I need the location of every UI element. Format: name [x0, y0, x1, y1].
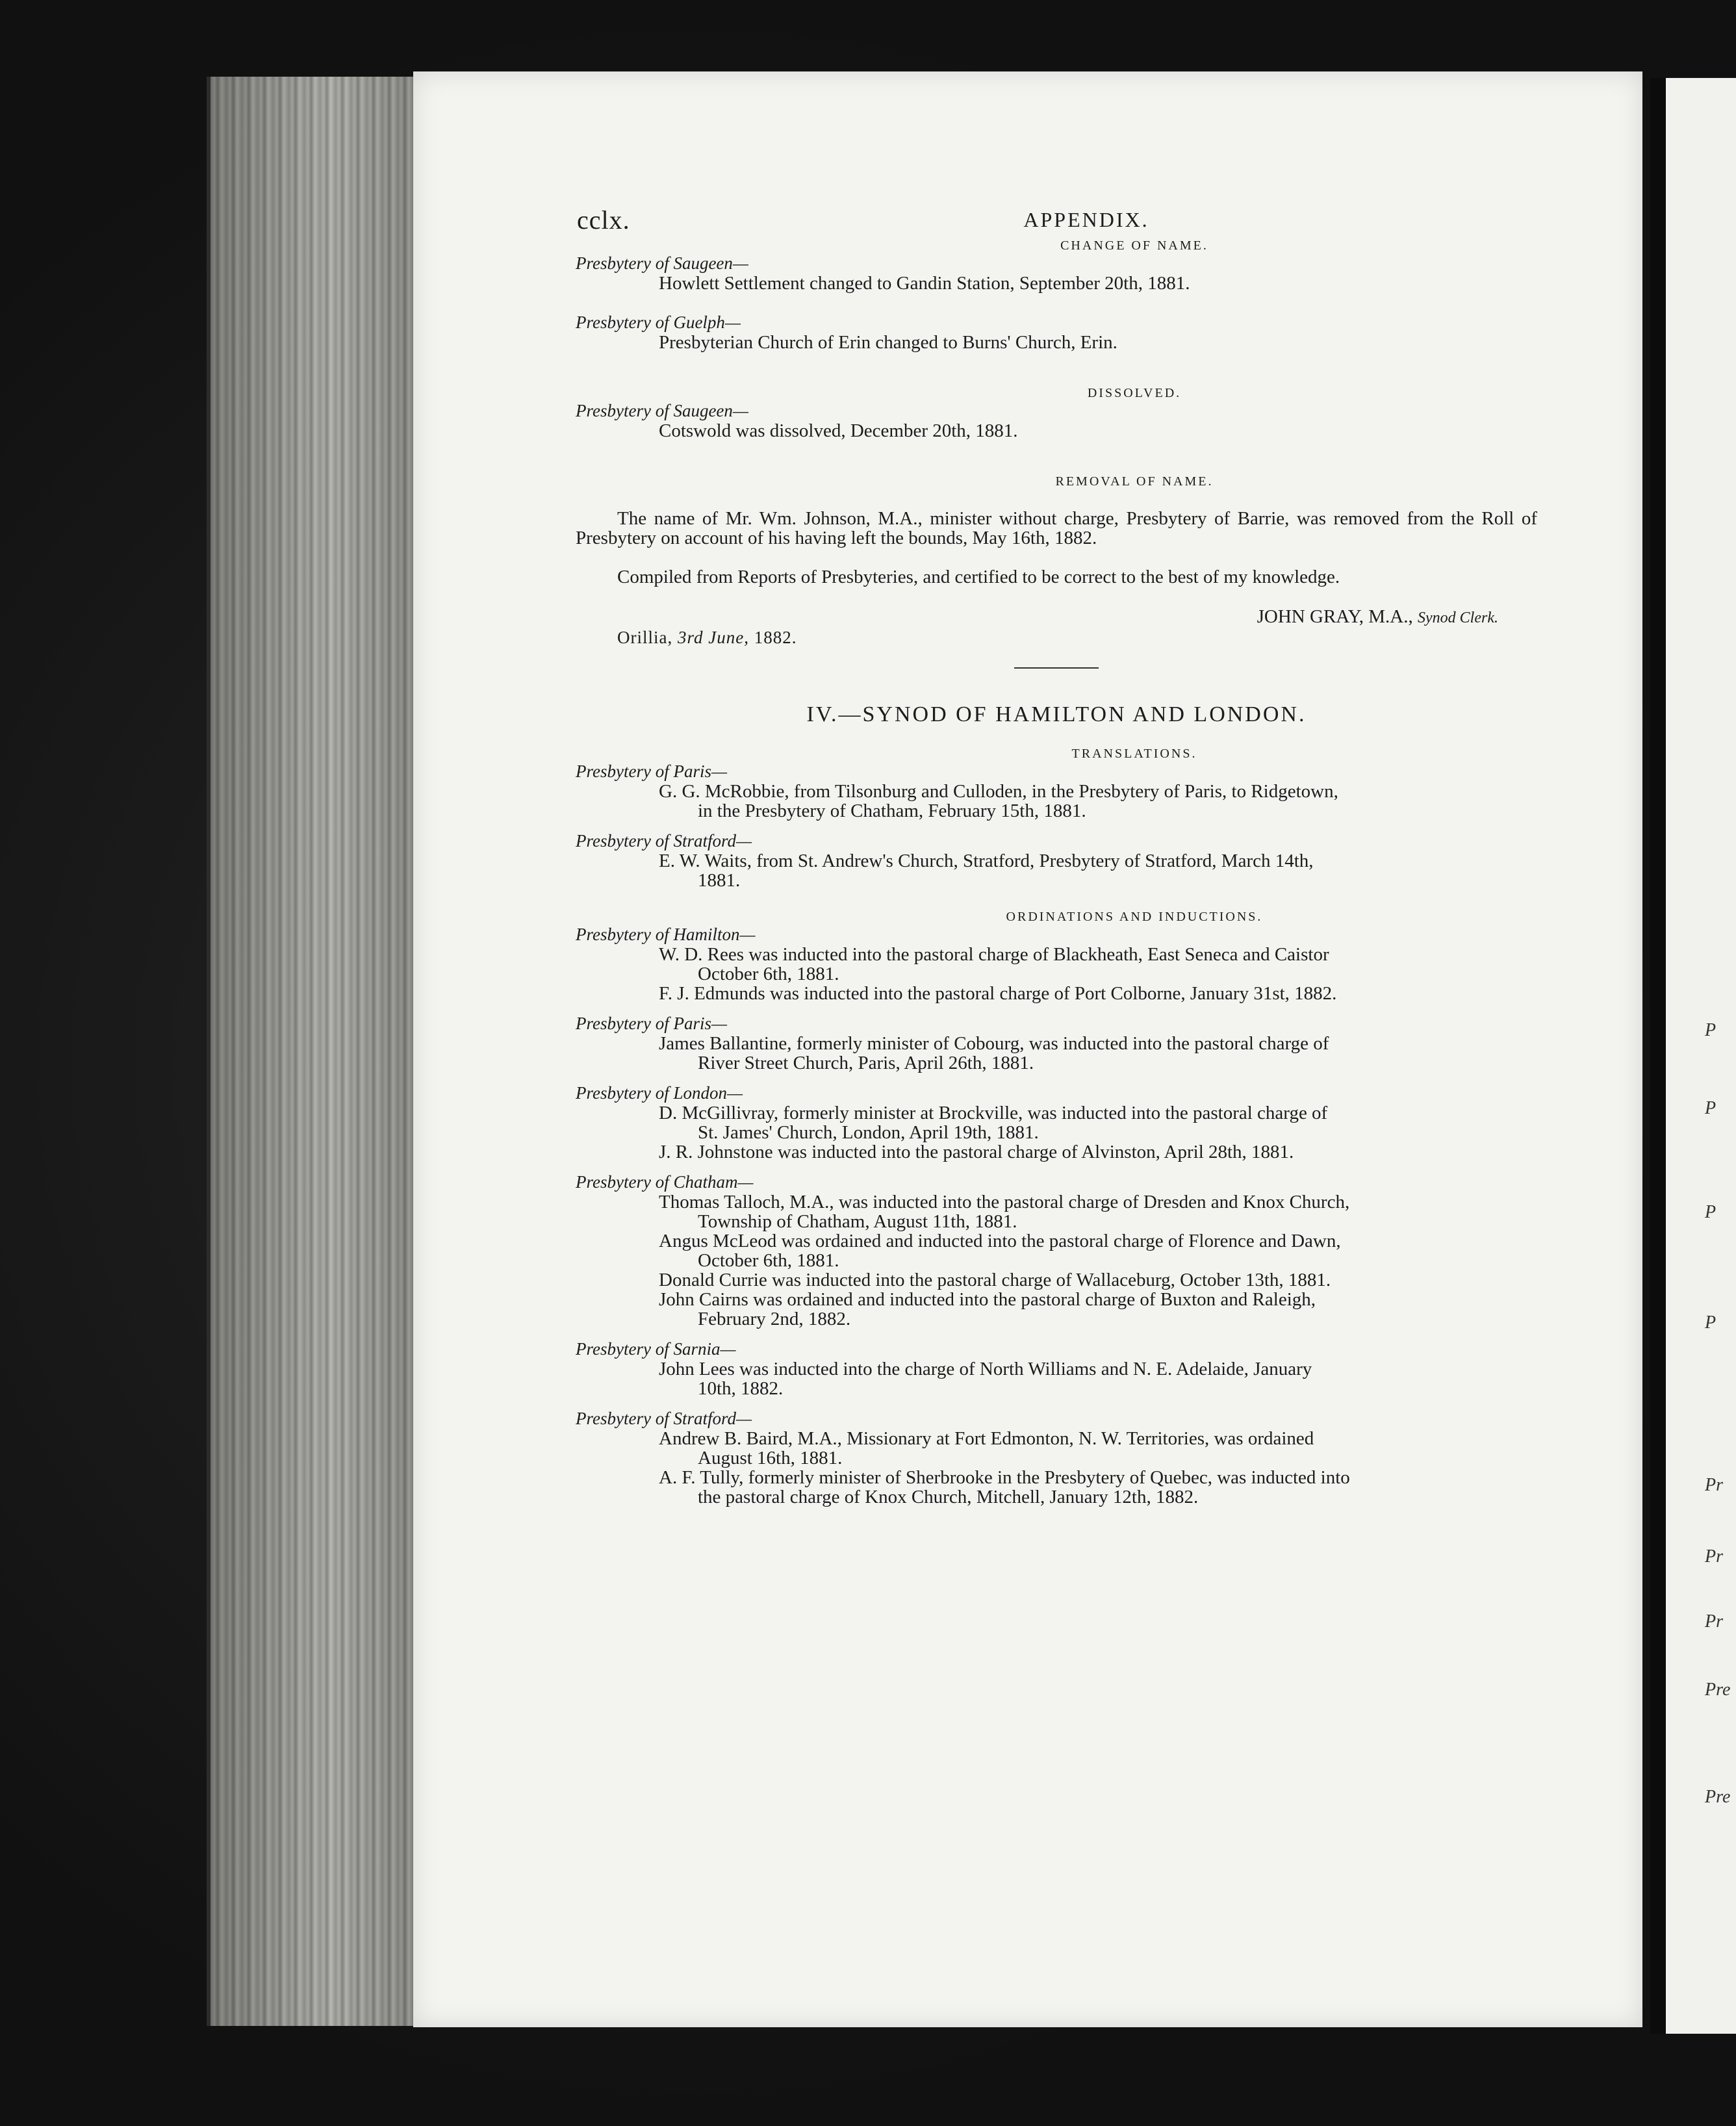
entry-continuation: 1881.: [698, 870, 741, 891]
presbytery-label: Presbytery of Hamilton—: [576, 925, 756, 944]
record-entry: [659, 1359, 1537, 1398]
record-entry: [659, 1103, 1537, 1142]
entry-line: John Cairns was ordained and inducted into the pastoral charge of Buxton and Raleigh,: [659, 1289, 1316, 1310]
entry-continuation: River Street Church, Paris, April 26th, 1881.: [698, 1053, 1034, 1073]
signature-name: JOHN GRAY, M.A.,: [1257, 606, 1413, 627]
entry-line: John Lees was inducted into the charge of North Williams and N. E. Adelaide, January: [659, 1359, 1312, 1379]
section-heading-dissolved: DISSOLVED.: [1087, 386, 1182, 400]
entry-line: G. G. McRobbie, from Tilsonburg and Culloden, in the Presbytery of Paris, to Ridgetown,: [659, 781, 1338, 802]
record-entry: [659, 1142, 1537, 1162]
section-heading-removal: REMOVAL OF NAME.: [1055, 474, 1214, 489]
entry-line: F. J. Edmunds was inducted into the pastoral charge of Port Colborne, January 31st, 1882.: [659, 983, 1337, 1004]
date-line: [617, 628, 1537, 648]
synod-heading: IV.—SYNOD OF HAMILTON AND LONDON.: [806, 702, 1307, 726]
signature-title: Synod Clerk.: [1418, 609, 1498, 626]
record-entry: [659, 1270, 1537, 1290]
record-entry: [659, 1231, 1537, 1270]
facing-mark: P: [1705, 1098, 1717, 1118]
entry-line: Andrew B. Baird, M.A., Missionary at Fort Edmonton, N. W. Territories, was ordained: [659, 1428, 1314, 1449]
presbytery-label: Presbytery of London—: [576, 1083, 743, 1103]
date-place: Orillia,: [617, 628, 673, 647]
presbytery-label: Presbytery of Paris—: [576, 762, 727, 781]
date-year: 1882.: [754, 628, 797, 647]
presbytery-label: Presbytery of Paris—: [576, 1014, 727, 1033]
entry-line: J. R. Johnstone was inducted into the pastoral charge of Alvinston, April 28th, 1881.: [659, 1142, 1294, 1162]
section-heading-translations: TRANSLATIONS.: [1071, 747, 1197, 761]
removal-paragraph: The name of Mr. Wm. Johnson, M.A., minister without charge, Presbytery of Barrie, was removed from the Roll of Presbytery on account of his having left the bounds, May 16th, 1882.: [576, 508, 1537, 548]
signature-line: [576, 606, 1537, 628]
facing-mark: Pr: [1705, 1611, 1723, 1632]
record-entry: Howlett Settlement changed to Gandin Station, September 20th, 1881.: [659, 273, 1190, 294]
record-entry: [659, 1034, 1537, 1073]
record-entry: [659, 1429, 1537, 1468]
record-entry: [659, 945, 1537, 984]
record-entry: Presbyterian Church of Erin changed to Burns' Church, Erin.: [659, 332, 1117, 353]
entry-line: Angus McLeod was ordained and inducted into the pastoral charge of Florence and Dawn,: [659, 1231, 1341, 1251]
facing-mark: Pre: [1705, 1680, 1731, 1700]
entry-continuation: October 6th, 1881.: [698, 964, 839, 984]
presbytery-label: Presbytery of Sarnia—: [576, 1339, 736, 1359]
entry-line: D. McGillivray, formerly minister at Brockville, was inducted into the pastoral charge of: [659, 1103, 1328, 1123]
facing-page-fragment: [1650, 78, 1736, 2034]
presbytery-label: Presbytery of Saugeen—: [576, 401, 748, 420]
record-entry: [659, 1290, 1537, 1329]
presbytery-label: Presbytery of Stratford—: [576, 1409, 752, 1428]
section-heading-ordinations: ORDINATIONS AND INDUCTIONS.: [1006, 910, 1263, 924]
presbytery-label: Presbytery of Chatham—: [576, 1172, 754, 1192]
presbytery-label: Presbytery of Guelph—: [576, 313, 741, 332]
facing-mark: Pr: [1705, 1546, 1723, 1567]
entry-continuation: St. James' Church, London, April 19th, 1881.: [698, 1122, 1039, 1143]
section-heading-change-of-name: CHANGE OF NAME.: [1060, 238, 1208, 253]
entry-line: Thomas Talloch, M.A., was inducted into the pastoral charge of Dresden and Knox Church,: [659, 1192, 1350, 1212]
record-entry: Cotswold was dissolved, December 20th, 1881.: [659, 420, 1018, 441]
facing-mark: P: [1705, 1202, 1717, 1222]
entry-line: Donald Currie was inducted into the pastoral charge of Wallaceburg, October 13th, 1881.: [659, 1270, 1331, 1290]
entry-line: W. D. Rees was inducted into the pastoral charge of Blackheath, East Seneca and Caistor: [659, 944, 1329, 965]
entry-continuation: October 6th, 1881.: [698, 1250, 839, 1271]
presbytery-label: Presbytery of Saugeen—: [576, 253, 748, 273]
entry-line: A. F. Tully, formerly minister of Sherbrooke in the Presbytery of Quebec, was inducted into: [659, 1467, 1350, 1488]
book-page: [413, 71, 1642, 2027]
facing-mark: Pr: [1705, 1475, 1723, 1495]
record-entry: [659, 851, 1537, 890]
entry-continuation: 10th, 1882.: [698, 1378, 784, 1399]
entry-continuation: the pastoral charge of Knox Church, Mitchell, January 12th, 1882.: [698, 1487, 1199, 1507]
entry-continuation: August 16th, 1881.: [698, 1448, 843, 1468]
record-entry: [659, 782, 1537, 821]
presbytery-label: Presbytery of Stratford—: [576, 831, 752, 851]
page-edges-shading: [207, 77, 415, 2026]
record-entry: [659, 1192, 1537, 1231]
entry-continuation: Township of Chatham, August 11th, 1881.: [698, 1211, 1017, 1232]
entry-line: James Ballantine, formerly minister of Cobourg, was inducted into the pastoral charge of: [659, 1033, 1329, 1054]
entry-continuation: in the Presbytery of Chatham, February 15th, 1881.: [698, 800, 1086, 821]
entry-line: E. W. Waits, from St. Andrew's Church, Stratford, Presbytery of Stratford, March 14th,: [659, 851, 1314, 871]
facing-mark: Pre: [1705, 1787, 1731, 1807]
page-body: [576, 205, 1537, 1507]
entry-continuation: February 2nd, 1882.: [698, 1309, 851, 1329]
running-head: APPENDIX.: [1023, 208, 1149, 231]
page-number: cclx.: [577, 205, 630, 235]
certification-paragraph: Compiled from Reports of Presbyteries, and certified to be correct to the best of my knowledge.: [617, 567, 1340, 587]
record-entry: [659, 1468, 1537, 1507]
record-entry: [659, 984, 1537, 1003]
facing-mark: P: [1705, 1313, 1717, 1333]
facing-mark: P: [1705, 1020, 1717, 1040]
date-day: 3rd June,: [677, 628, 749, 647]
